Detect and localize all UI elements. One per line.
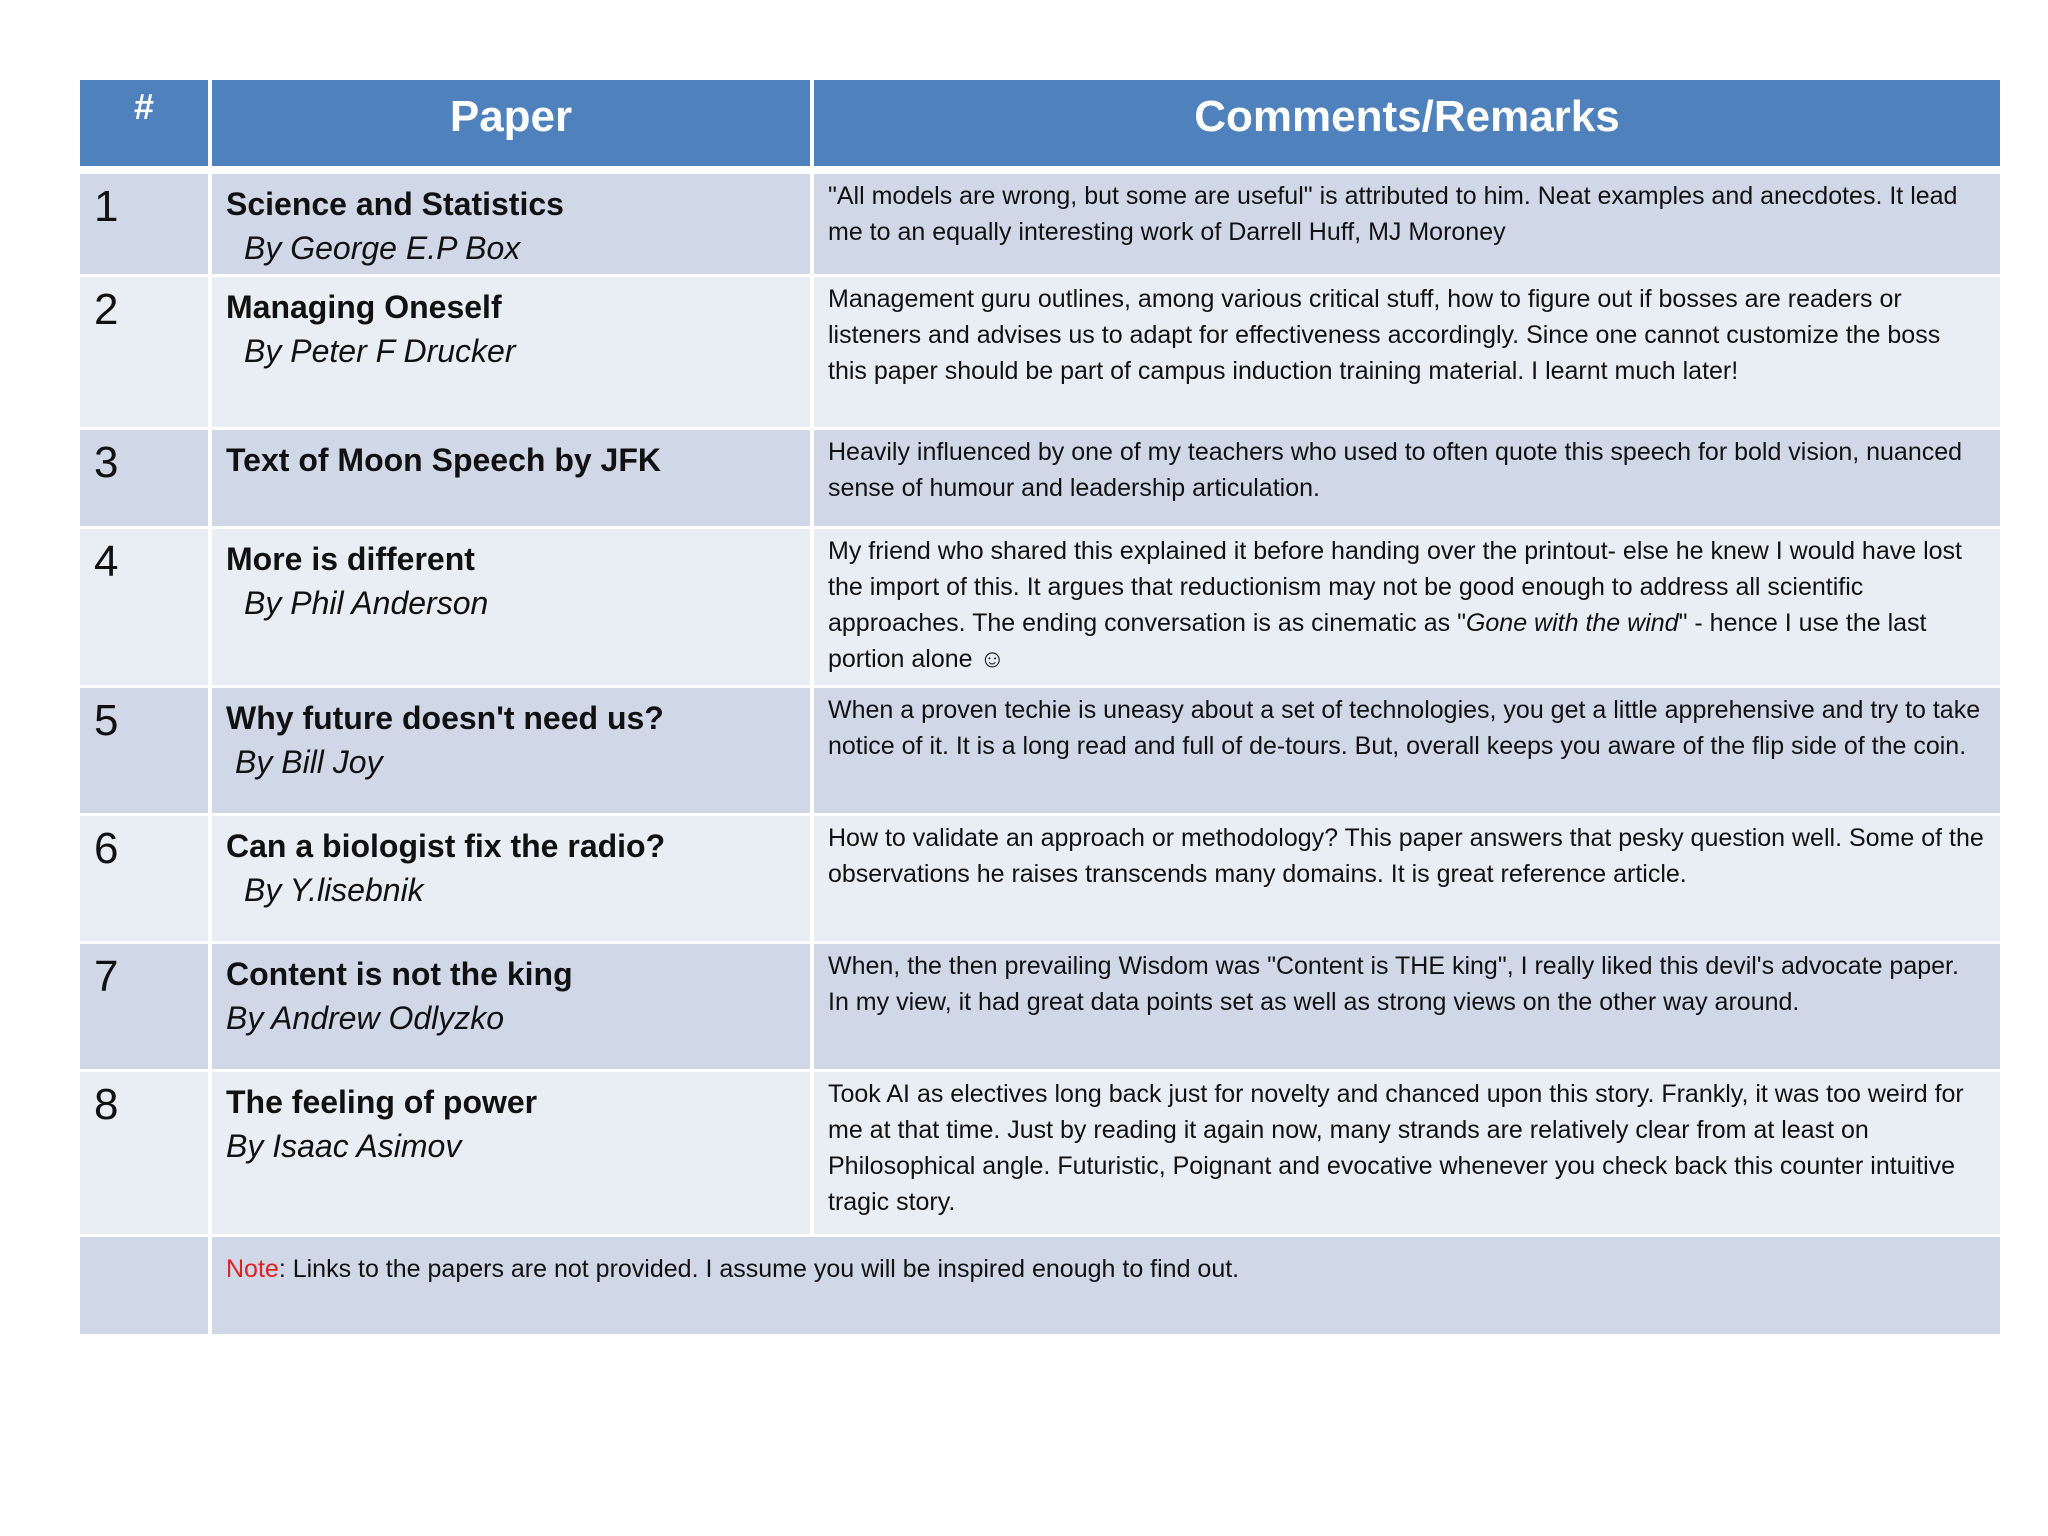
paper-title: Text of Moon Speech by JFK — [226, 442, 661, 478]
paper-title: The feeling of power — [226, 1084, 538, 1120]
table-row — [80, 944, 2000, 1072]
table-row — [80, 816, 2000, 944]
row-number: 4 — [80, 529, 212, 688]
comment-italic-title: Gone with the wind — [1465, 609, 1679, 637]
row-number: 1 — [80, 174, 212, 277]
paper-title: Managing Oneself — [226, 289, 502, 325]
table-row — [80, 688, 2000, 816]
row-number: 5 — [80, 688, 212, 816]
comment-cell: Heavily influenced by one of my teachers who used to often quote this speech for bold vision, nuanced sense of humour and leadership articulation. — [814, 430, 2000, 529]
table-row — [80, 430, 2000, 529]
paper-cell — [212, 688, 814, 816]
header-paper: Paper — [212, 80, 814, 174]
row-number: 6 — [80, 816, 212, 944]
paper-cell — [212, 816, 814, 944]
note-label: Note — [226, 1255, 279, 1283]
paper-author: By Peter F Drucker — [244, 333, 516, 369]
comment-text-end: " - hence I use the last portion alone ☺ — [828, 609, 1927, 673]
paper-title: Why future doesn't need us? — [226, 700, 664, 736]
note-text: : Links to the papers are not provided. I assume you will be inspired enough to find out. — [278, 1255, 1240, 1283]
comment-cell: Management guru outlines, among various critical stuff, how to figure out if bosses are readers or listeners and advises us to adapt for effectiveness accordingly. Since one cannot customize the boss this paper should be part of campus induction training material. I learnt much later! — [814, 277, 2000, 430]
paper-title: Can a biologist fix the radio? — [226, 828, 666, 864]
paper-author: By George E.P Box — [244, 230, 521, 266]
paper-author: By Isaac Asimov — [226, 1128, 462, 1164]
comment-text: My friend who shared this explained it before handing over the printout- else he knew I would have lost the import of this. It argues that reductionism may not be good enough to address all scientific approaches. The ending conversation is as cinematic as " — [828, 537, 1962, 637]
paper-cell — [212, 430, 814, 529]
paper-cell — [212, 277, 814, 430]
papers-table — [80, 80, 2000, 1334]
header-comments: Comments/Remarks — [814, 80, 2000, 174]
row-number: 8 — [80, 1072, 212, 1237]
table-row — [80, 277, 2000, 430]
table-row — [80, 529, 2000, 688]
row-number: 2 — [80, 277, 212, 430]
paper-author: By Bill Joy — [235, 744, 383, 780]
table-row — [80, 174, 2000, 277]
header-number: # — [80, 80, 212, 174]
comment-cell — [814, 529, 2000, 688]
note-row — [80, 1237, 2000, 1334]
paper-cell — [212, 174, 814, 277]
paper-title: Content is not the king — [226, 956, 573, 992]
paper-cell — [212, 1072, 814, 1237]
table-row — [80, 1072, 2000, 1237]
comment-cell: How to validate an approach or methodology? This paper answers that pesky question well. Some of the observations he raises transcends many domains. It is great reference article. — [814, 816, 2000, 944]
paper-cell — [212, 944, 814, 1072]
note-number-cell — [80, 1237, 212, 1334]
paper-title: More is different — [226, 541, 475, 577]
paper-author: By Phil Anderson — [244, 585, 489, 621]
comment-cell: When a proven techie is uneasy about a set of technologies, you get a little apprehensive and try to take notice of it. It is a long read and full of de-tours. But, overall keeps you aware of the flip side of the coin. — [814, 688, 2000, 816]
note-cell — [212, 1237, 2000, 1334]
paper-author: By Andrew Odlyzko — [226, 1000, 505, 1036]
row-number: 3 — [80, 430, 212, 529]
comment-cell: Took AI as electives long back just for novelty and chanced upon this story. Frankly, it was too weird for me at that time. Just by reading it again now, many strands are relatively clear from at least on Philosophical angle. Futuristic, Poignant and evocative whenever you check back this counter intuitive tragic story. — [814, 1072, 2000, 1237]
paper-cell — [212, 529, 814, 688]
comment-cell: "All models are wrong, but some are useful" is attributed to him. Neat examples and anecdotes. It lead me to an equally interesting work of Darrell Huff, MJ Moroney — [814, 174, 2000, 277]
comment-cell: When, the then prevailing Wisdom was "Content is THE king", I really liked this devil's advocate paper. In my view, it had great data points set as well as strong views on the other way around. — [814, 944, 2000, 1072]
paper-title: Science and Statistics — [226, 186, 564, 222]
table-header-row — [80, 80, 2000, 174]
row-number: 7 — [80, 944, 212, 1072]
paper-author: By Y.lisebnik — [244, 872, 424, 908]
